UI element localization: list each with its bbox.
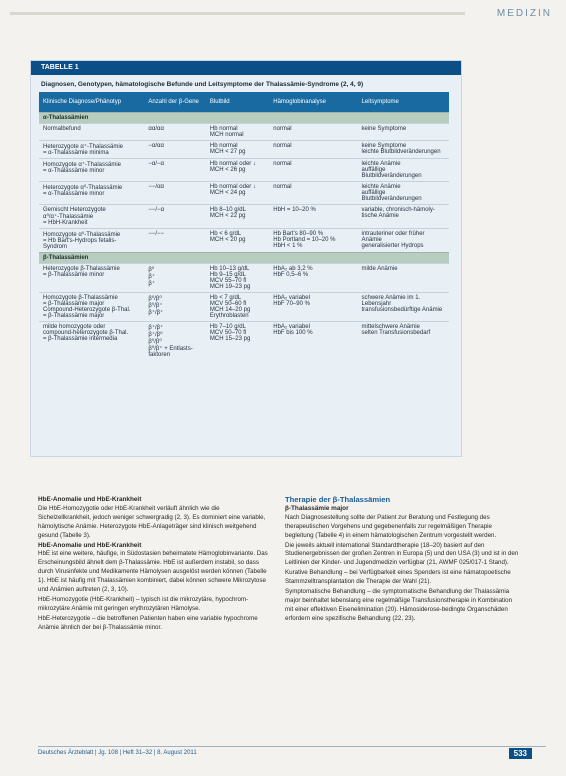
table-cell: β⁰/β⁰ β⁰/β⁺ β⁺/β⁺ <box>144 293 206 322</box>
table-cell: normal <box>269 124 357 141</box>
table-cell: β⁺/β⁺ β⁺/β⁰ β⁰/β⁰ β⁰/β⁺ + Entlasts- faktoren <box>144 322 206 361</box>
table-cell: Hb < 6 g/dL MCH < 20 pg <box>206 229 269 253</box>
table-cell: −−/−− <box>144 229 206 253</box>
subheading: HbE-Anomalie und HbE-Krankheit <box>38 496 142 503</box>
paragraph: Kurative Behandlung – bei Verfügbarkeit eines Spenders ist eine hämatopoetische Stammzelltransplantation die Therapie der Wahl (21). <box>285 569 511 586</box>
table-body <box>39 113 449 361</box>
table-cell: −α/−α <box>144 159 206 182</box>
table-caption: Diagnosen, Genotypen, hämatologische Befunde und Leitsymptome der Thalassämie-Syndrome (2, 4, 9) <box>41 81 364 88</box>
section-row <box>39 253 449 264</box>
table-cell: Normalbefund <box>39 124 144 141</box>
column-header: Blutbild <box>206 92 269 113</box>
table-cell: Hb 7–10 g/dL MCV 50–70 fl MCH 15–23 pg <box>206 322 269 361</box>
table-cell: milde homozygote oder compound-heterozygote β-Thal. = β-Thalassämie intermedia <box>39 322 144 361</box>
table-cell: HbA₂ variabel HbF bis 100 % <box>269 322 357 361</box>
column-header: Leitsymptome <box>358 92 449 113</box>
paragraph: Die jeweils aktuell international Standardtherapie (18–20) basiert auf den Studienergebnissen der großen Zentren in Europa (5) und den USA (3) und ist in den Leitlinien der Kinder- und Jugendmedizin verfügbar (21, AWMF 025/017-1 Stand). <box>285 541 519 567</box>
table-cell: keine Symptome <box>358 124 449 141</box>
section-row <box>39 113 449 124</box>
table-cell: Hb normal MCH normal <box>206 124 269 141</box>
table-label: TABELLE 1 <box>31 61 461 75</box>
page-number: 533 <box>509 748 532 759</box>
table-cell: Heterozygote α⁺-Thalassämie = α-Thalassämie minima <box>39 141 144 159</box>
table-row <box>39 205 449 229</box>
table-cell: milde Anämie <box>358 264 449 293</box>
table-cell: β⁰ β⁺ β⁺ <box>144 264 206 293</box>
column-header: Klinische Diagnose/Phänotyp <box>39 92 144 113</box>
table-panel <box>30 60 462 457</box>
subheading: β-Thalassämie major <box>285 504 349 512</box>
table-cell: leichte Anämie auffällige Blutbildveränderungen <box>358 182 449 205</box>
table-cell: αα/αα <box>144 124 206 141</box>
table-row <box>39 159 449 182</box>
header-stripe <box>10 12 465 15</box>
table-cell: normal <box>269 182 357 205</box>
table-cell: Homozygote α⁰-Thalassämie = Hb Bart's-Hydrops fetalis- Syndrom <box>39 229 144 253</box>
table-cell: leichte Anämie auffällige Blutbildveränderungen <box>358 159 449 182</box>
table-cell: Homozygote β-Thalassämie = β-Thalassämie major Compound-Heterozygote β-Thal. = β-Thalassämie major <box>39 293 144 322</box>
table-cell: normal <box>269 159 357 182</box>
section-title: β-Thalassämien <box>39 253 449 264</box>
subheading: HbE-Anomalie und HbE-Krankheit <box>38 541 142 549</box>
table-cell: −−/αα <box>144 182 206 205</box>
table-cell: Hb < 7 g/dL MCV 50–60 fl MCH 14–20 pg Erythroblasten <box>206 293 269 322</box>
paragraph: Die HbE-Homozygotie oder HbE-Krankheit verläuft ähnlich wie die Sichelzellkrankheit, jedoch weniger schwergradig (2, 3). Es dominiert eine variable, hämolytische Anämie. Heterozygote HbE-Anlageträger sind klinisch weitgehend gesund (Tabelle 3). <box>38 504 266 539</box>
table-cell: keine Symptome leichte Blutbildveränderungen <box>358 141 449 159</box>
table-cell: Gemischt Heterozygote α⁰/α⁺-Thalassämie = HbH-Krankheit <box>39 205 144 229</box>
table-cell: Hb normal MCH < 27 pg <box>206 141 269 159</box>
table-row <box>39 264 449 293</box>
table-cell: normal <box>269 141 357 159</box>
paragraph: HbE-Heterozygotie – die betroffenen Patienten haben eine variable hypochrome Anämie ähnlich der bei β-Thalassämie minor. <box>38 614 258 631</box>
right-text-column <box>285 496 520 625</box>
table-cell: schwere Anämie im 1. Lebensjahr transfusionsbedürftige Anämie <box>358 293 449 322</box>
table-cell: −−/−α <box>144 205 206 229</box>
table-cell: Heterozygote α⁰-Thalassämie = α-Thalassämie minor <box>39 182 144 205</box>
table-row <box>39 322 449 361</box>
table-header-row <box>39 92 449 113</box>
table-cell: HbH = 10–20 % <box>269 205 357 229</box>
top-header <box>0 8 566 20</box>
left-text-column <box>38 496 273 634</box>
table-cell: Hb normal oder ↓ MCH < 24 pg <box>206 182 269 205</box>
table-row <box>39 124 449 141</box>
table-cell: Hb 8–10 g/dL MCH < 22 pg <box>206 205 269 229</box>
section-title: MEDIZIN <box>496 8 552 19</box>
paragraph: HbE-Homozygotie (HbE-Krankheit) – typisch ist die mikrozytäre, hypochrom-mikrozytäre Anämie mit geringen erythrozytären Hämolyse. <box>38 595 249 612</box>
table-cell: Hb normal oder ↓ MCH < 26 pg <box>206 159 269 182</box>
table-row <box>39 182 449 205</box>
paragraph: HbE ist eine weitere, häufige, in Südostasien beheimatete Hämoglobinvariante. Das Erscheinungsbild ähnelt dem β-Thalassämie. HbE ist außerdem instabil, so dass durch Virusinfekte und Medikamente Hämolysen ausgelöst werden können (Tabelle 1). HbE ist häufig mit Thalassämien kombiniert, dabei können schwere Mikrozytose und Anämien auftreten (2, 3, 10). <box>38 550 268 594</box>
section-title: α-Thalassämien <box>39 113 449 124</box>
footer-rule <box>38 746 546 747</box>
table-cell: variable, chronisch-hämoly- tische Anämie <box>358 205 449 229</box>
table-cell: intrauteriner oder früher Anämie generalisierter Hydrops <box>358 229 449 253</box>
table-cell: Homozygote α⁺-Thalassämie = α-Thalassämie minor <box>39 159 144 182</box>
table-cell: Hb Bart's 80–90 % Hb Portland = 10–20 % HbH < 1 % <box>269 229 357 253</box>
subheading: Therapie der β-Thalassämien <box>285 495 391 504</box>
page-footer <box>0 746 566 762</box>
column-header: Anzahl der β-Gene <box>144 92 206 113</box>
table-row <box>39 141 449 159</box>
thalassemia-table <box>39 92 449 360</box>
table-cell: −α/αα <box>144 141 206 159</box>
paragraph: Nach Diagnosestellung sollte der Patient zur Beratung und Festlegung des therapeutischen Vorgehens und gegebenenfalls zur regelmäßigen Therapie begleitung (Tabelle 4) in einem hämatologischen Zentrum vorgestellt werden. <box>285 513 497 539</box>
table-cell: HbA₂ ab 3,2 % HbF 0,5–6 % <box>269 264 357 293</box>
table-row <box>39 229 449 253</box>
table-cell: HbA₂ variabel HbF 70–90 % <box>269 293 357 322</box>
column-header: Hämoglobinanalyse <box>269 92 357 113</box>
footer-source: Deutsches Ärzteblatt | Jg. 108 | Heft 31–32 | 8. August 2011 <box>38 750 197 756</box>
table-cell: Heterozygote β-Thalassämie = β-Thalassämie minor <box>39 264 144 293</box>
table-cell: Hb 10–13 g/dL Hb 9–15 g/dL MCV 55–70 fl MCH 19–23 pg <box>206 264 269 293</box>
paragraph: Symptomatische Behandlung – die symptomatische Behandlung der Thalassämia major beinhaltet lebenslang eine regelmäßige Transfusionstherapie in Kombination mit einer effektiven Eisenelimination (20). Hämosiderose-bedingte Organschäden erfordern eine spezifische Behandlung (22, 23). <box>285 588 513 622</box>
table-row <box>39 293 449 322</box>
table-cell: mittelschwere Anämie selten Transfusionsbedarf <box>358 322 449 361</box>
